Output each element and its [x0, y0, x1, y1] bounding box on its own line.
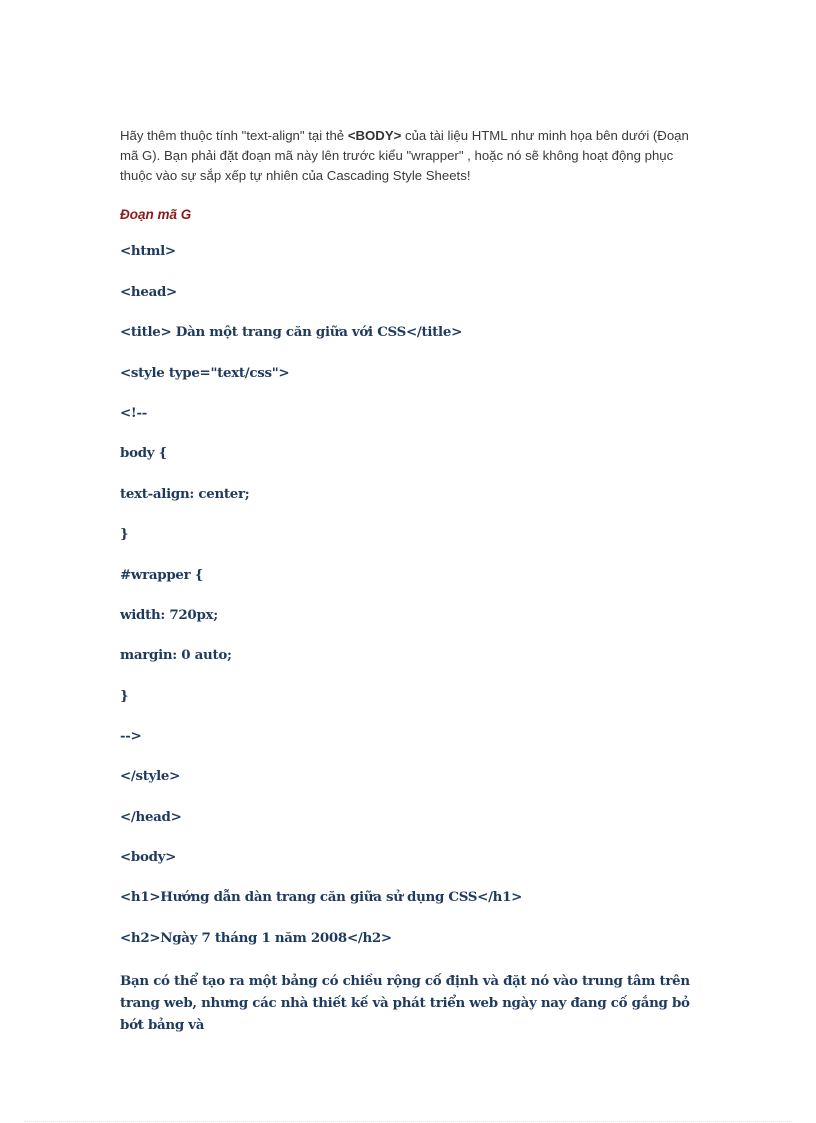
- code-line: <h2>Ngày 7 tháng 1 năm 2008</h2>: [120, 930, 392, 946]
- code-line: <head>: [120, 284, 177, 300]
- body-tag-text: <BODY>: [347, 128, 402, 143]
- code-line: }: [120, 526, 129, 542]
- code-line: <body>: [120, 849, 177, 865]
- intro-text-2: của tài liệu HTML như minh họa bên dưới (Đoạn mã G). Bạn phải đặt đoạn mã này lên trước kiểu "wrapper" , hoặc nó sẽ không hoạt động phục thuộc vào sự sắp xếp tự nhiên của Cascading Style Sheets!: [120, 128, 689, 183]
- body-paragraph: Bạn có thể tạo ra một bảng có chiều rộng cố định và đặt nó vào trung tâm trên trang web, nhưng các nhà thiết kế và phát triển web ngày nay đang cố gắng bỏ bớt bảng và: [120, 973, 690, 1033]
- code-line: </head>: [120, 809, 182, 825]
- page-divider: [24, 1121, 792, 1122]
- code-line: body {: [120, 445, 167, 461]
- code-line: text-align: center;: [120, 486, 250, 502]
- code-line: <html>: [120, 243, 176, 259]
- intro-paragraph: [120, 126, 700, 186]
- code-heading: Đoạn mã G: [120, 207, 192, 222]
- code-line: </style>: [120, 768, 181, 784]
- code-line: <title> Dàn một trang căn giữa với CSS</title>: [120, 324, 462, 340]
- code-line: <style type="text/css">: [120, 365, 290, 381]
- code-line: <!--: [120, 405, 148, 421]
- code-line: -->: [120, 728, 142, 744]
- code-line: #wrapper {: [120, 567, 204, 583]
- code-line: }: [120, 688, 129, 704]
- code-line: margin: 0 auto;: [120, 647, 232, 663]
- code-line: width: 720px;: [120, 607, 218, 623]
- intro-text-1: Hãy thêm thuộc tính "text-align" tại thẻ: [120, 128, 348, 143]
- code-line: <h1>Hướng dẫn dàn trang căn giữa sử dụng CSS</h1>: [120, 889, 523, 905]
